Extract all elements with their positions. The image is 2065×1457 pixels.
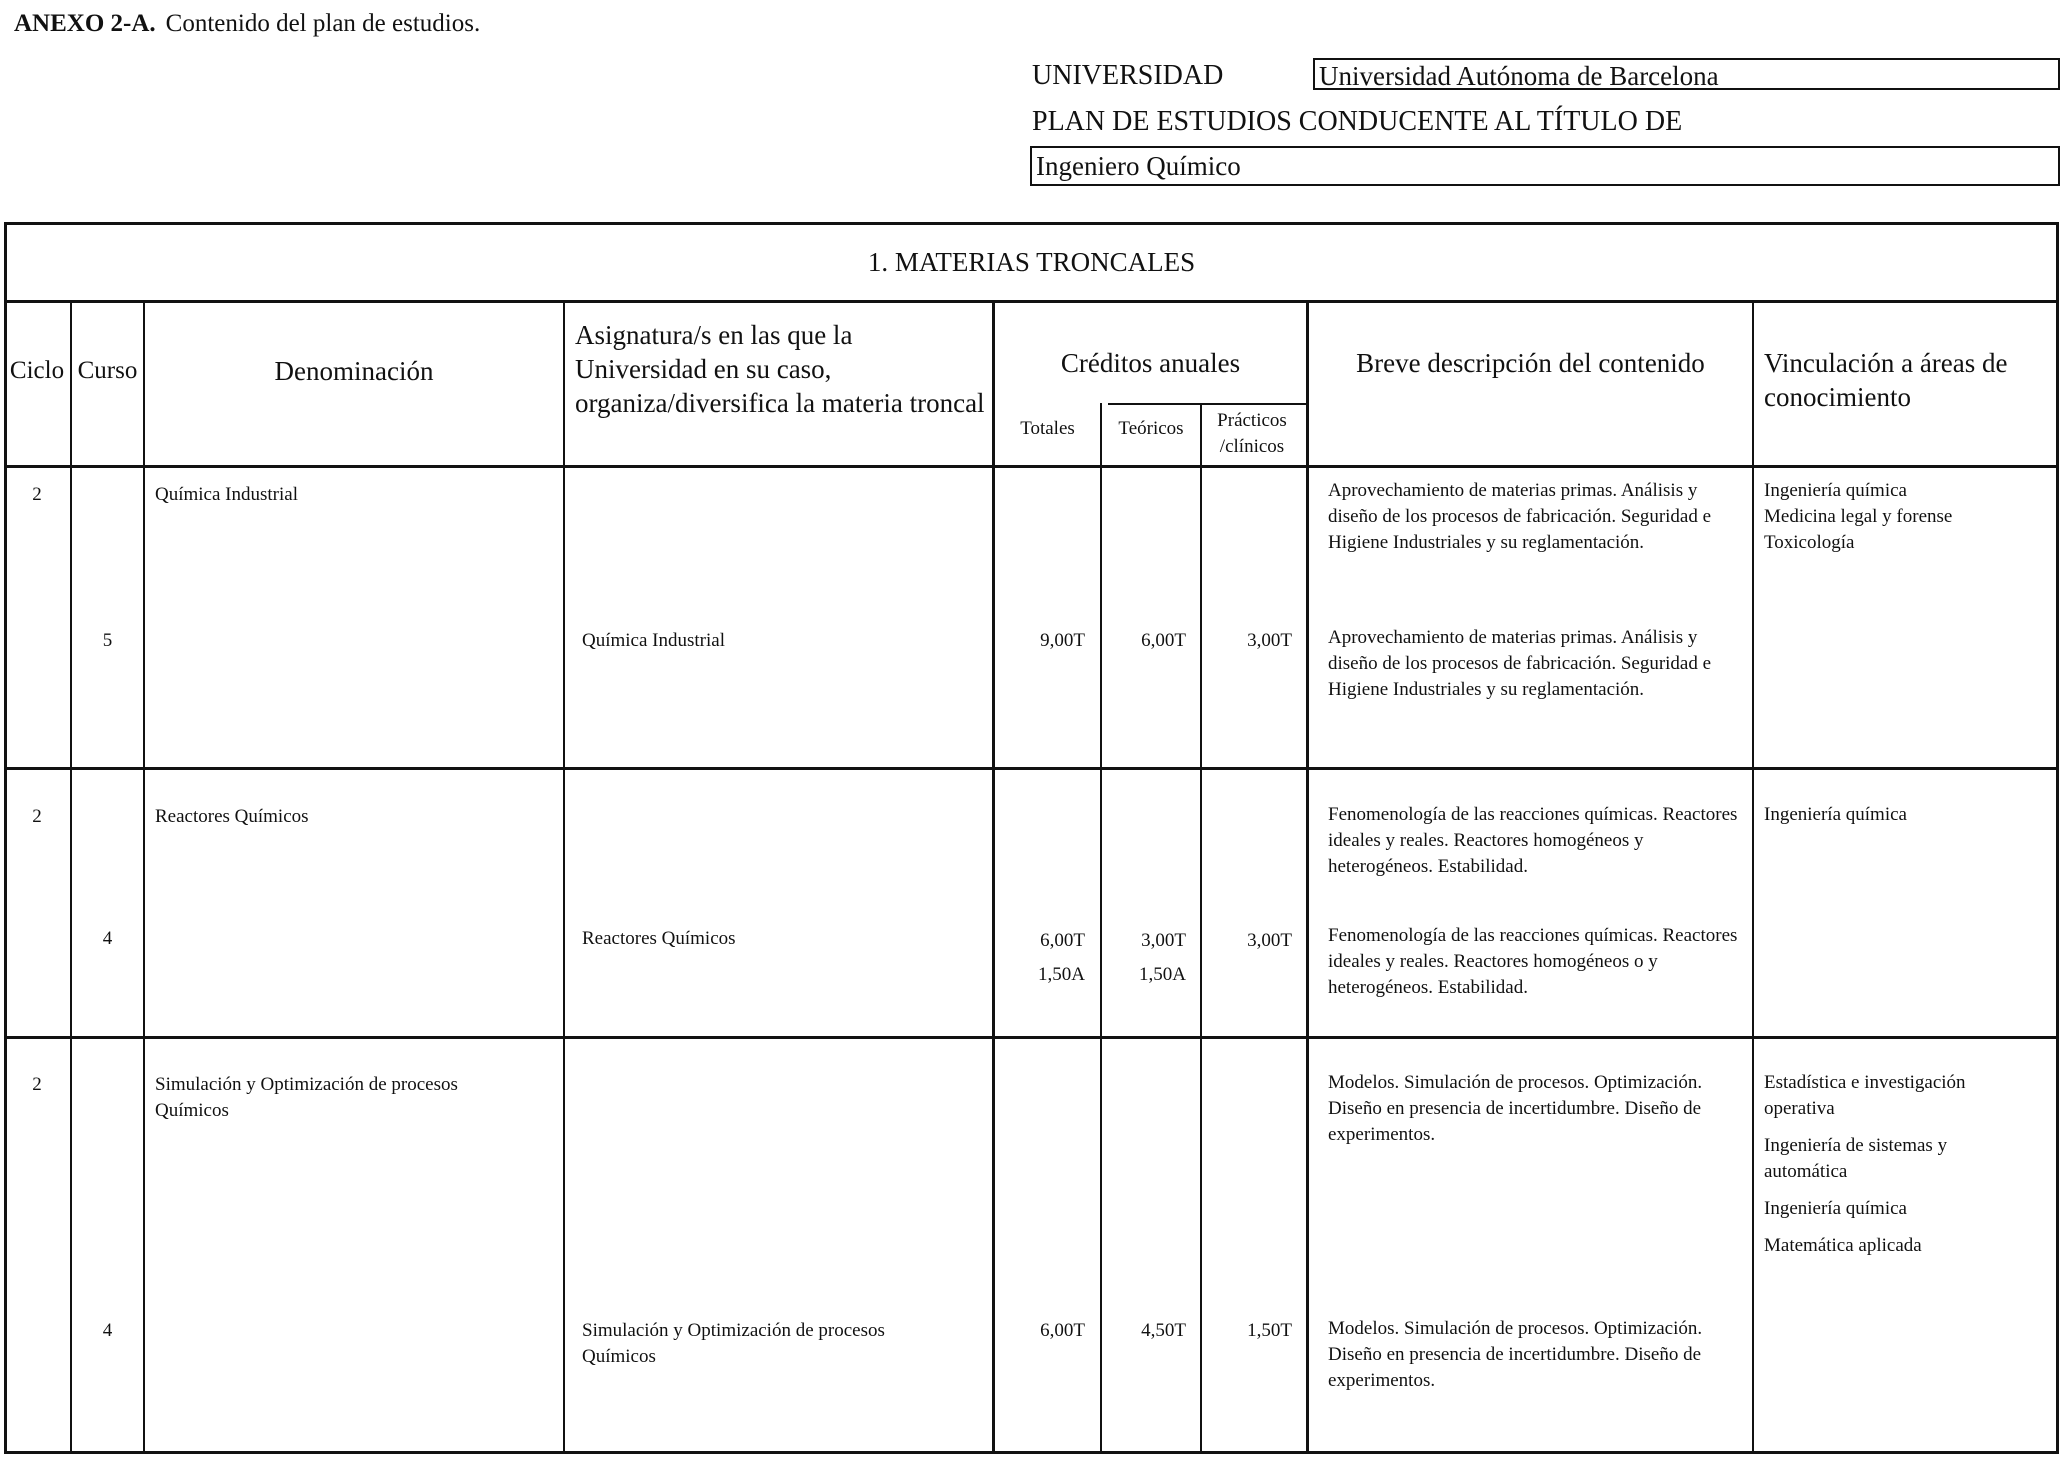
asignatura-teoricos	[1102, 924, 1186, 992]
degree-title: Ingeniero Químico	[1030, 146, 2060, 186]
credit-value: 1,50A	[1139, 964, 1186, 985]
table-rule	[992, 300, 995, 1454]
credit-value: 4,50T	[1141, 1320, 1186, 1341]
credit-value: 3,00T	[1247, 630, 1292, 651]
asignatura-practicos	[1202, 924, 1292, 958]
area-item: Ingeniería química	[1764, 480, 1907, 501]
asignatura-nombre: Química Industrial	[582, 630, 725, 651]
materia-descripcion: Modelos. Simulación de procesos. Optimización. Diseño en presencia de incertidumbre. Diseño de experimentos.	[1328, 1072, 1703, 1145]
asignatura-descripcion: Modelos. Simulación de procesos. Optimización. Diseño en presencia de incertidumbre. Diseño de experimentos.	[1328, 1318, 1703, 1391]
area-item: Ingeniería de sistemas y automática	[1764, 1135, 1948, 1182]
credit-value: 1,50A	[1038, 964, 1085, 985]
area-item: Estadística e investigación operativa	[1764, 1072, 1966, 1119]
asignatura-curso: 4	[102, 928, 113, 949]
plan-label: PLAN DE ESTUDIOS CONDUCENTE AL TÍTULO DE	[1032, 106, 1683, 137]
asignatura-teoricos	[1102, 628, 1186, 654]
area-item: Medicina legal y forense	[1764, 506, 1953, 527]
table-rule	[143, 300, 145, 1454]
table-rule	[70, 300, 72, 1454]
header-practicos: Prácticos /clínicos	[1217, 410, 1287, 457]
header-teoricos: Teóricos	[1118, 418, 1184, 439]
table-rule	[4, 300, 2059, 303]
asignatura-descripcion: Fenomenología de las reacciones químicas. Reactores ideales y reales. Reactores homogéneos o y heterogéneos. Estabilidad.	[1328, 925, 1738, 998]
table-rule	[4, 1036, 2059, 1039]
table-rule	[4, 465, 2059, 468]
header-denominacion: Denominación	[274, 356, 434, 386]
annex-text: Contenido del plan de estudios.	[165, 10, 481, 37]
asignatura-practicos	[1202, 628, 1292, 654]
asignatura-practicos	[1202, 1318, 1292, 1344]
table-rule	[563, 300, 565, 1454]
materia-ciclo: 2	[32, 806, 42, 827]
materia-ciclo: 2	[32, 484, 42, 505]
annex-label: ANEXO 2-A.	[14, 10, 156, 37]
asignatura-curso: 4	[102, 1320, 113, 1341]
asignatura-totales	[995, 628, 1085, 654]
materia-areas	[1764, 802, 2054, 828]
credit-value: 1,50T	[1247, 1320, 1292, 1341]
asignatura-teoricos	[1102, 1318, 1186, 1344]
materia-areas	[1764, 478, 2054, 556]
annex-heading	[14, 10, 480, 38]
header-vinculacion: Vinculación a áreas de conocimiento	[1764, 348, 2008, 412]
header-totales: Totales	[1020, 418, 1075, 439]
asignatura-descripcion: Aprovechamiento de materias primas. Análisis y diseño de los procesos de fabricación. Seguridad e Higiene Industriales y su reglamentación.	[1328, 627, 1712, 700]
university-label: UNIVERSIDAD	[1032, 60, 1224, 91]
asignatura-curso: 5	[102, 630, 113, 651]
materia-ciclo: 2	[32, 1074, 42, 1095]
table-rule	[1108, 403, 1306, 405]
credit-value: 6,00T	[1040, 930, 1085, 951]
table-rule	[4, 767, 2059, 770]
header-ciclo: Ciclo	[9, 357, 65, 384]
area-item: Ingeniería química	[1764, 1198, 1907, 1219]
asignatura-nombre: Reactores Químicos	[582, 928, 736, 949]
materia-denominacion: Simulación y Optimización de procesos Químicos	[155, 1074, 458, 1121]
header-creditos: Créditos anuales	[1060, 348, 1241, 378]
asignatura-totales	[995, 1318, 1085, 1344]
header-descripcion: Breve descripción del contenido	[1356, 348, 1705, 378]
credit-value: 3,00T	[1141, 930, 1186, 951]
university-value: Universidad Autónoma de Barcelona	[1313, 58, 2060, 90]
troncales-table	[4, 222, 2059, 1454]
header-asignatura: Asignatura/s en las que la Universidad en su caso, organiza/diversifica la materia troncal	[575, 320, 985, 418]
credit-value: 9,00T	[1040, 630, 1085, 651]
credit-value: 6,00T	[1141, 630, 1186, 651]
header-curso: Curso	[77, 357, 138, 384]
materia-descripcion: Aprovechamiento de materias primas. Análisis y diseño de los procesos de fabricación. Seguridad e Higiene Industriales y su reglamentación.	[1328, 480, 1712, 553]
materia-descripcion: Fenomenología de las reacciones químicas. Reactores ideales y reales. Reactores homogéneos y heterogéneos. Estabilidad.	[1328, 804, 1738, 877]
credit-value: 6,00T	[1040, 1320, 1085, 1341]
area-item: Ingeniería química	[1764, 804, 1907, 825]
table-rule	[1306, 300, 1309, 1454]
area-item: Matemática aplicada	[1764, 1235, 1922, 1256]
credit-value: 3,00T	[1247, 930, 1292, 951]
asignatura-totales	[995, 924, 1085, 992]
area-item: Toxicología	[1764, 532, 1855, 553]
materia-denominacion: Reactores Químicos	[155, 806, 309, 827]
asignatura-nombre: Simulación y Optimización de procesos Químicos	[582, 1320, 885, 1367]
table-rule	[1752, 300, 1754, 1454]
section-title: 1. MATERIAS TRONCALES	[867, 247, 1196, 277]
materia-areas	[1764, 1070, 2024, 1259]
materia-denominacion: Química Industrial	[155, 484, 298, 505]
